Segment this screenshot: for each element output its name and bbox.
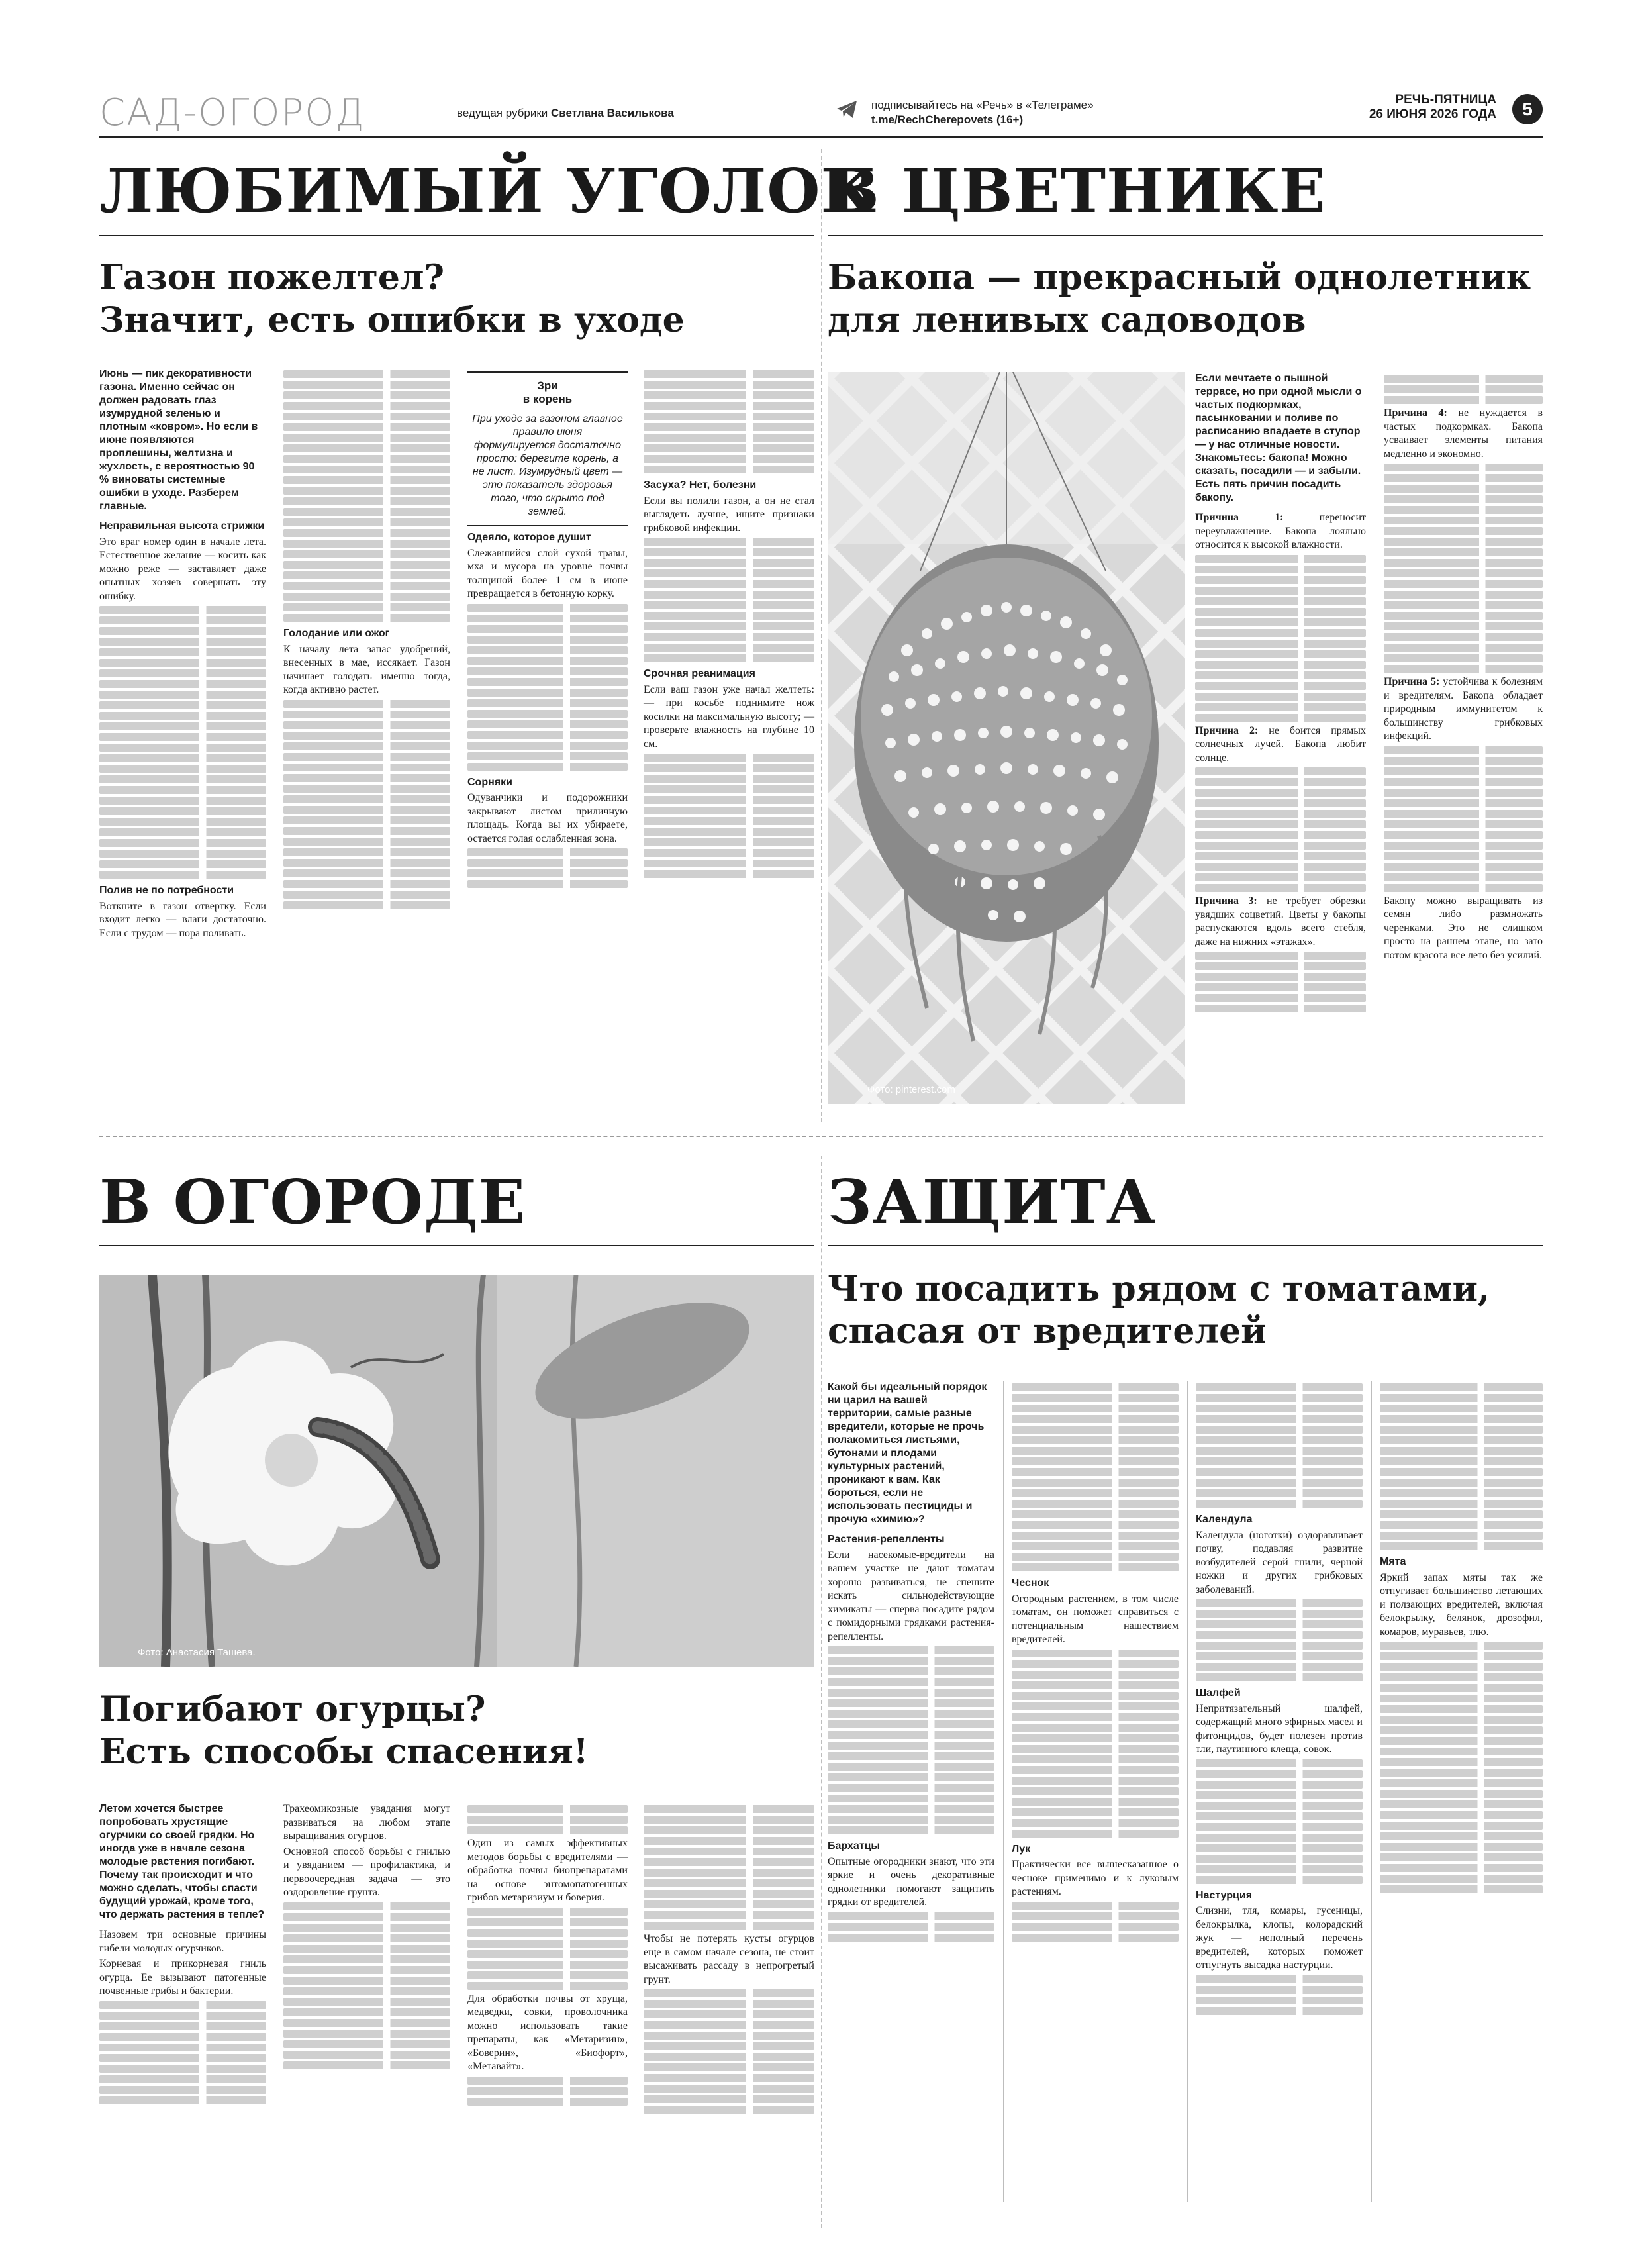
cucumbers-column-3 [467, 1802, 628, 2108]
aside-title-line: в корень [522, 393, 573, 405]
photo-credit: Фото: pinterest.com [867, 1084, 955, 1095]
article-lead: Июнь — пик декоративности газона. Именно сейчас он должен радовать глаз изумрудной зеленью и плотным «ковром». Но если в июне появляются проплешины, желтизна и жухлость, с вероятностью 90 % виноваты системные ошибки в уходе. Разберем главные. [99, 368, 258, 512]
paragraph: Трахеомикозные увядания могут развиваться на любом этапе выращивания огурцов. [283, 1803, 450, 1842]
section-title-protection: ЗАЩИТА [828, 1166, 1157, 1238]
paper-name: РЕЧЬ-ПЯТНИЦА [1395, 93, 1496, 107]
cucumber-flower-illustration [99, 1275, 814, 1667]
subscribe-block [871, 98, 1094, 127]
subheading: Голодание или ожог [283, 628, 390, 639]
headline-cucumbers [99, 1689, 814, 1773]
subheading: Календула [1196, 1514, 1253, 1525]
paragraph: Бакопу можно выращивать из семян либо размножать черенками. Это не слишком просто на раннем этапе, но зато потом красота все лето без усилий. [1384, 895, 1543, 961]
lawn-column-3 [467, 371, 628, 891]
paragraph: Яркий запах мяты так же отпугивает большинство летающих и ползающих вредителей, включая белокрылку, белянок, дрозофил, комаров, муравьев, тлю. [1380, 1571, 1543, 1638]
hanging-basket-illustration [828, 372, 1185, 1104]
reason-text: не нуждается в частых подкормках. Бакопа усваивает элементы питания медленно и экономно. [1384, 407, 1543, 460]
paragraph: Если вы полили газон, а он не стал выглядеть лучше, ищите признаки грибковой инфекции. [644, 495, 814, 534]
reason-label: Причина 2: [1195, 724, 1259, 736]
subheading: Чеснок [1012, 1577, 1049, 1589]
subheading: Полив не по потребности [99, 885, 234, 896]
page-number: 5 [1512, 94, 1543, 124]
headline-line: Есть способы спасения! [99, 1732, 589, 1772]
aside-title-line: Зри [537, 379, 558, 392]
reason-label: Причина 3: [1195, 895, 1257, 907]
section-rule [99, 235, 814, 236]
section-title-flowerbed: В ЦВЕТНИКЕ [828, 155, 1326, 226]
headline-line: для ленивых садоводов [828, 300, 1306, 340]
lawn-column-1 [99, 368, 266, 942]
page-center-divider [821, 1156, 822, 2228]
tomatoes-column-1 [828, 1381, 994, 1944]
headline-line: Бакопа — прекрасный однолетник [828, 258, 1531, 298]
reason-text: не боится прямых солнечных лучей. Бакопа любит солнце. [1195, 724, 1367, 764]
paragraph: Корневая и прикорневая гниль огурца. Ее вызывают патогенные почвенные грибы и бактерии. [99, 1958, 266, 1997]
headline-line: спасая от вредителей [828, 1311, 1267, 1352]
page-center-divider [821, 149, 822, 1122]
headline-lawn [99, 257, 814, 342]
section-separator [99, 1136, 1543, 1137]
paragraph: Одуванчики и подорожники закрывают листом приличную площадь. Когда вы их убираете, остается голая ослабленная зона. [467, 792, 628, 844]
paragraph: Назовем три основные причины гибели молодых огурчиков. [99, 1929, 266, 1954]
paragraph: Слизни, тля, комары, гусеницы, белокрылка, клопы, колорадский жук — неполный перечень вредителей, которых поможет отпугнуть высадка настурции. [1196, 1905, 1363, 1971]
tomatoes-column-2 [1012, 1381, 1179, 1944]
bacopa-column-2 [1384, 372, 1543, 964]
paragraph: Один из самых эффективных методов борьбы с вредителями — обработка почвы биопрепаратами на основе энтомопатогенных грибов метаризиум и боверия. [467, 1838, 628, 1903]
subscribe-text: подписывайтесь на «Речь» в «Телеграме» [871, 99, 1094, 111]
paragraph [1384, 407, 1543, 461]
section-title-garden: В ОГОРОДЕ [99, 1166, 526, 1238]
reason-label: Причина 5: [1384, 676, 1440, 687]
section-rule [99, 1245, 814, 1246]
photo-credit: Фото: Анастасия Ташева. [138, 1647, 256, 1658]
lawn-column-2 [283, 368, 450, 912]
telegram-link[interactable]: t.me/RechCherepovets (16+) [871, 113, 1024, 126]
reason-text: не требует обрезки увядших соцветий. Цветы у бакопы распускаются вдоль всего стебля, даже на нижних «этажах». [1195, 895, 1366, 948]
headline-line: Что посадить рядом с томатами, [828, 1269, 1490, 1309]
cucumbers-column-1 [99, 1802, 266, 2107]
subheading: Одеяло, которое душит [467, 532, 591, 543]
cucumber-photo [99, 1275, 814, 1667]
paragraph: Это враг номер один в начале лета. Естественное желание — косить как можно реже — заставляет даже опытных хозяев совершать эту ошибку. [99, 536, 266, 602]
issue-date: 26 ИЮНЯ 2026 ГОДА [1369, 107, 1496, 121]
subheading: Шалфей [1196, 1687, 1241, 1699]
subheading: Неправильная высота стрижки [99, 520, 265, 532]
reason-text: устойчива к болезням и вредителям. Бакопа обладает природным иммунитетом к большинству грибковых инфекций. [1384, 676, 1543, 742]
paragraph: К началу лета запас удобрений, внесенных в мае, иссякает. Газон начинает голодать именно тогда, когда активно растет. [283, 643, 450, 695]
paragraph [1195, 895, 1366, 949]
cucumbers-column-2 [283, 1802, 450, 2072]
article-lead: Если мечтаете о пышной террасе, но при одной мысли о частых подкормках, пасынковании и поливе по расписанию впадаете в ступор — у нас отличные новости. Знакомьтесь: бакопа! Можно сказать, посадили — и забыли. Есть пять причин посадить бакопу. [1195, 373, 1362, 503]
telegram-icon [836, 99, 858, 122]
reason-label: Причина 4: [1384, 407, 1447, 419]
article-lead: Какой бы идеальный порядок ни царил на вашей территории, самые разные вредители, которые не прочь полакомиться листьями, бутонами и плодами культурных растений, проникают к вам. Как бороться, если не использовать пестициды и прочую «химию»? [828, 1381, 987, 1525]
paragraph [1195, 511, 1366, 552]
subheading: Бархатцы [828, 1840, 881, 1851]
paragraph: Для обработки почвы от хруща, медведки, совки, проволочника можно использовать такие препараты, как «Метаризин», «Боверин», «Биофорт», «Метавайт». [467, 1993, 628, 2072]
paragraph: Если насекомые-вредители на вашем участке не дают томатам хорошо развиваться, не спешите искать сильнодействующие химикаты — сперва посадите рядом с помидорными грядками растения-репелленты. [828, 1549, 994, 1642]
aside-title [471, 379, 624, 406]
editor-prefix: ведущая рубрики [457, 107, 548, 119]
paragraph: Воткните в газон отвертку. Если входит легко — влаги достаточно. Если с трудом — пора поливать. [99, 900, 266, 939]
section-rule [828, 235, 1543, 236]
headline-tomatoes [828, 1268, 1543, 1353]
bacopa-column-1 [1195, 372, 1366, 1015]
subheading: Растения-репелленты [828, 1534, 945, 1545]
subheading: Лук [1012, 1843, 1031, 1855]
header-rule [99, 136, 1543, 138]
paragraph [1384, 675, 1543, 744]
headline-line: Значит, есть ошибки в уходе [99, 300, 685, 340]
column-divider [1371, 1381, 1372, 2202]
subheading: Засуха? Нет, болезни [644, 479, 757, 491]
paragraph: Чтобы не потерять кусты огурцов еще в самом начале сезона, не стоит высаживать рассаду в непрогретый грунт. [644, 1933, 814, 1985]
reason-text: переносит переувлажнение. Бакопа лояльно относится к высокой влажности. [1195, 512, 1366, 550]
column-divider [1003, 1381, 1004, 2202]
subheading: Мята [1380, 1556, 1406, 1567]
lawn-column-4 [644, 368, 814, 881]
article-lead: Летом хочется быстрее попробовать хрустящие огурчики со своей грядки. Но иногда уже в начале сезона молодые растения погибают. Почему так происходит и что можно сделать, чтобы спасти будущий урожай, кроме того, что держать растения в тепле? [99, 1803, 265, 1920]
section-rule [828, 1245, 1543, 1246]
rubric-editor [457, 106, 674, 121]
subheading: Настурция [1196, 1889, 1253, 1901]
paragraph: Календула (ноготки) оздоравливает почву, подавляя развитие возбудителей серой гнили, черной ножки и других грибковых заболеваний. [1196, 1529, 1363, 1595]
section-title-corner: ЛЮБИМЫЙ УГОЛОК [99, 155, 877, 226]
tomatoes-column-3 [1196, 1381, 1363, 2018]
subheading: Срочная реанимация [644, 668, 755, 679]
paper-name-block [1369, 93, 1496, 122]
headline-line: Погибают огурцы? [99, 1689, 486, 1730]
headline-bacopa [828, 257, 1543, 342]
headline-line: Газон пожелтел? [99, 258, 445, 298]
paragraph: Непритязательный шалфей, содержащий много эфирных масел и фитонцидов, будет полезен против тли, паутинного клеща, совок. [1196, 1702, 1363, 1755]
subheading: Сорняки [467, 776, 512, 788]
editor-name: Светлана Василькова [551, 107, 674, 119]
paragraph: Опытные огородники знают, что эти яркие и очень декоративные однолетники помогают защитить грядки от вредителей. [828, 1855, 994, 1908]
column-divider [1187, 1381, 1188, 2202]
cucumbers-column-4 [644, 1802, 814, 2116]
paragraph: Слежавшийся слой сухой травы, мха и мусора на уровне почвы толщиной более 1 см в июне превращается в бетонную корку. [467, 547, 628, 599]
paragraph [1195, 724, 1366, 765]
reason-label: Причина 1: [1195, 512, 1284, 523]
tomatoes-column-4 [1380, 1381, 1543, 1896]
aside-box [467, 371, 628, 526]
paragraph: Огородным растением, в том числе томатам, он поможет справиться с потенциальным нашествием вредителей. [1012, 1593, 1179, 1645]
paragraph: Если ваш газон уже начал желтеть: — при косьбе поднимите нож косилки на максимальную высоту; — проверьте влажность на глубине 10 см. [644, 683, 814, 750]
paragraph: Практически все вышесказанное о чесноке применимо и к луковым растениям. [1012, 1859, 1179, 1897]
bacopa-photo [828, 372, 1185, 1104]
rubric-title: САД-ОГОРОД [99, 91, 365, 134]
aside-text: При уходе за газоном главное правило июня формулируется достаточно просто: берегите корень, а не лист. Изумрудный цвет — это показатель здоровья того, что скрыто под землей. [472, 413, 623, 517]
paragraph: Основной способ борьбы с гнилью и увяданием — профилактика, и первоочередная задача — это оздоровление грунта. [283, 1846, 450, 1898]
